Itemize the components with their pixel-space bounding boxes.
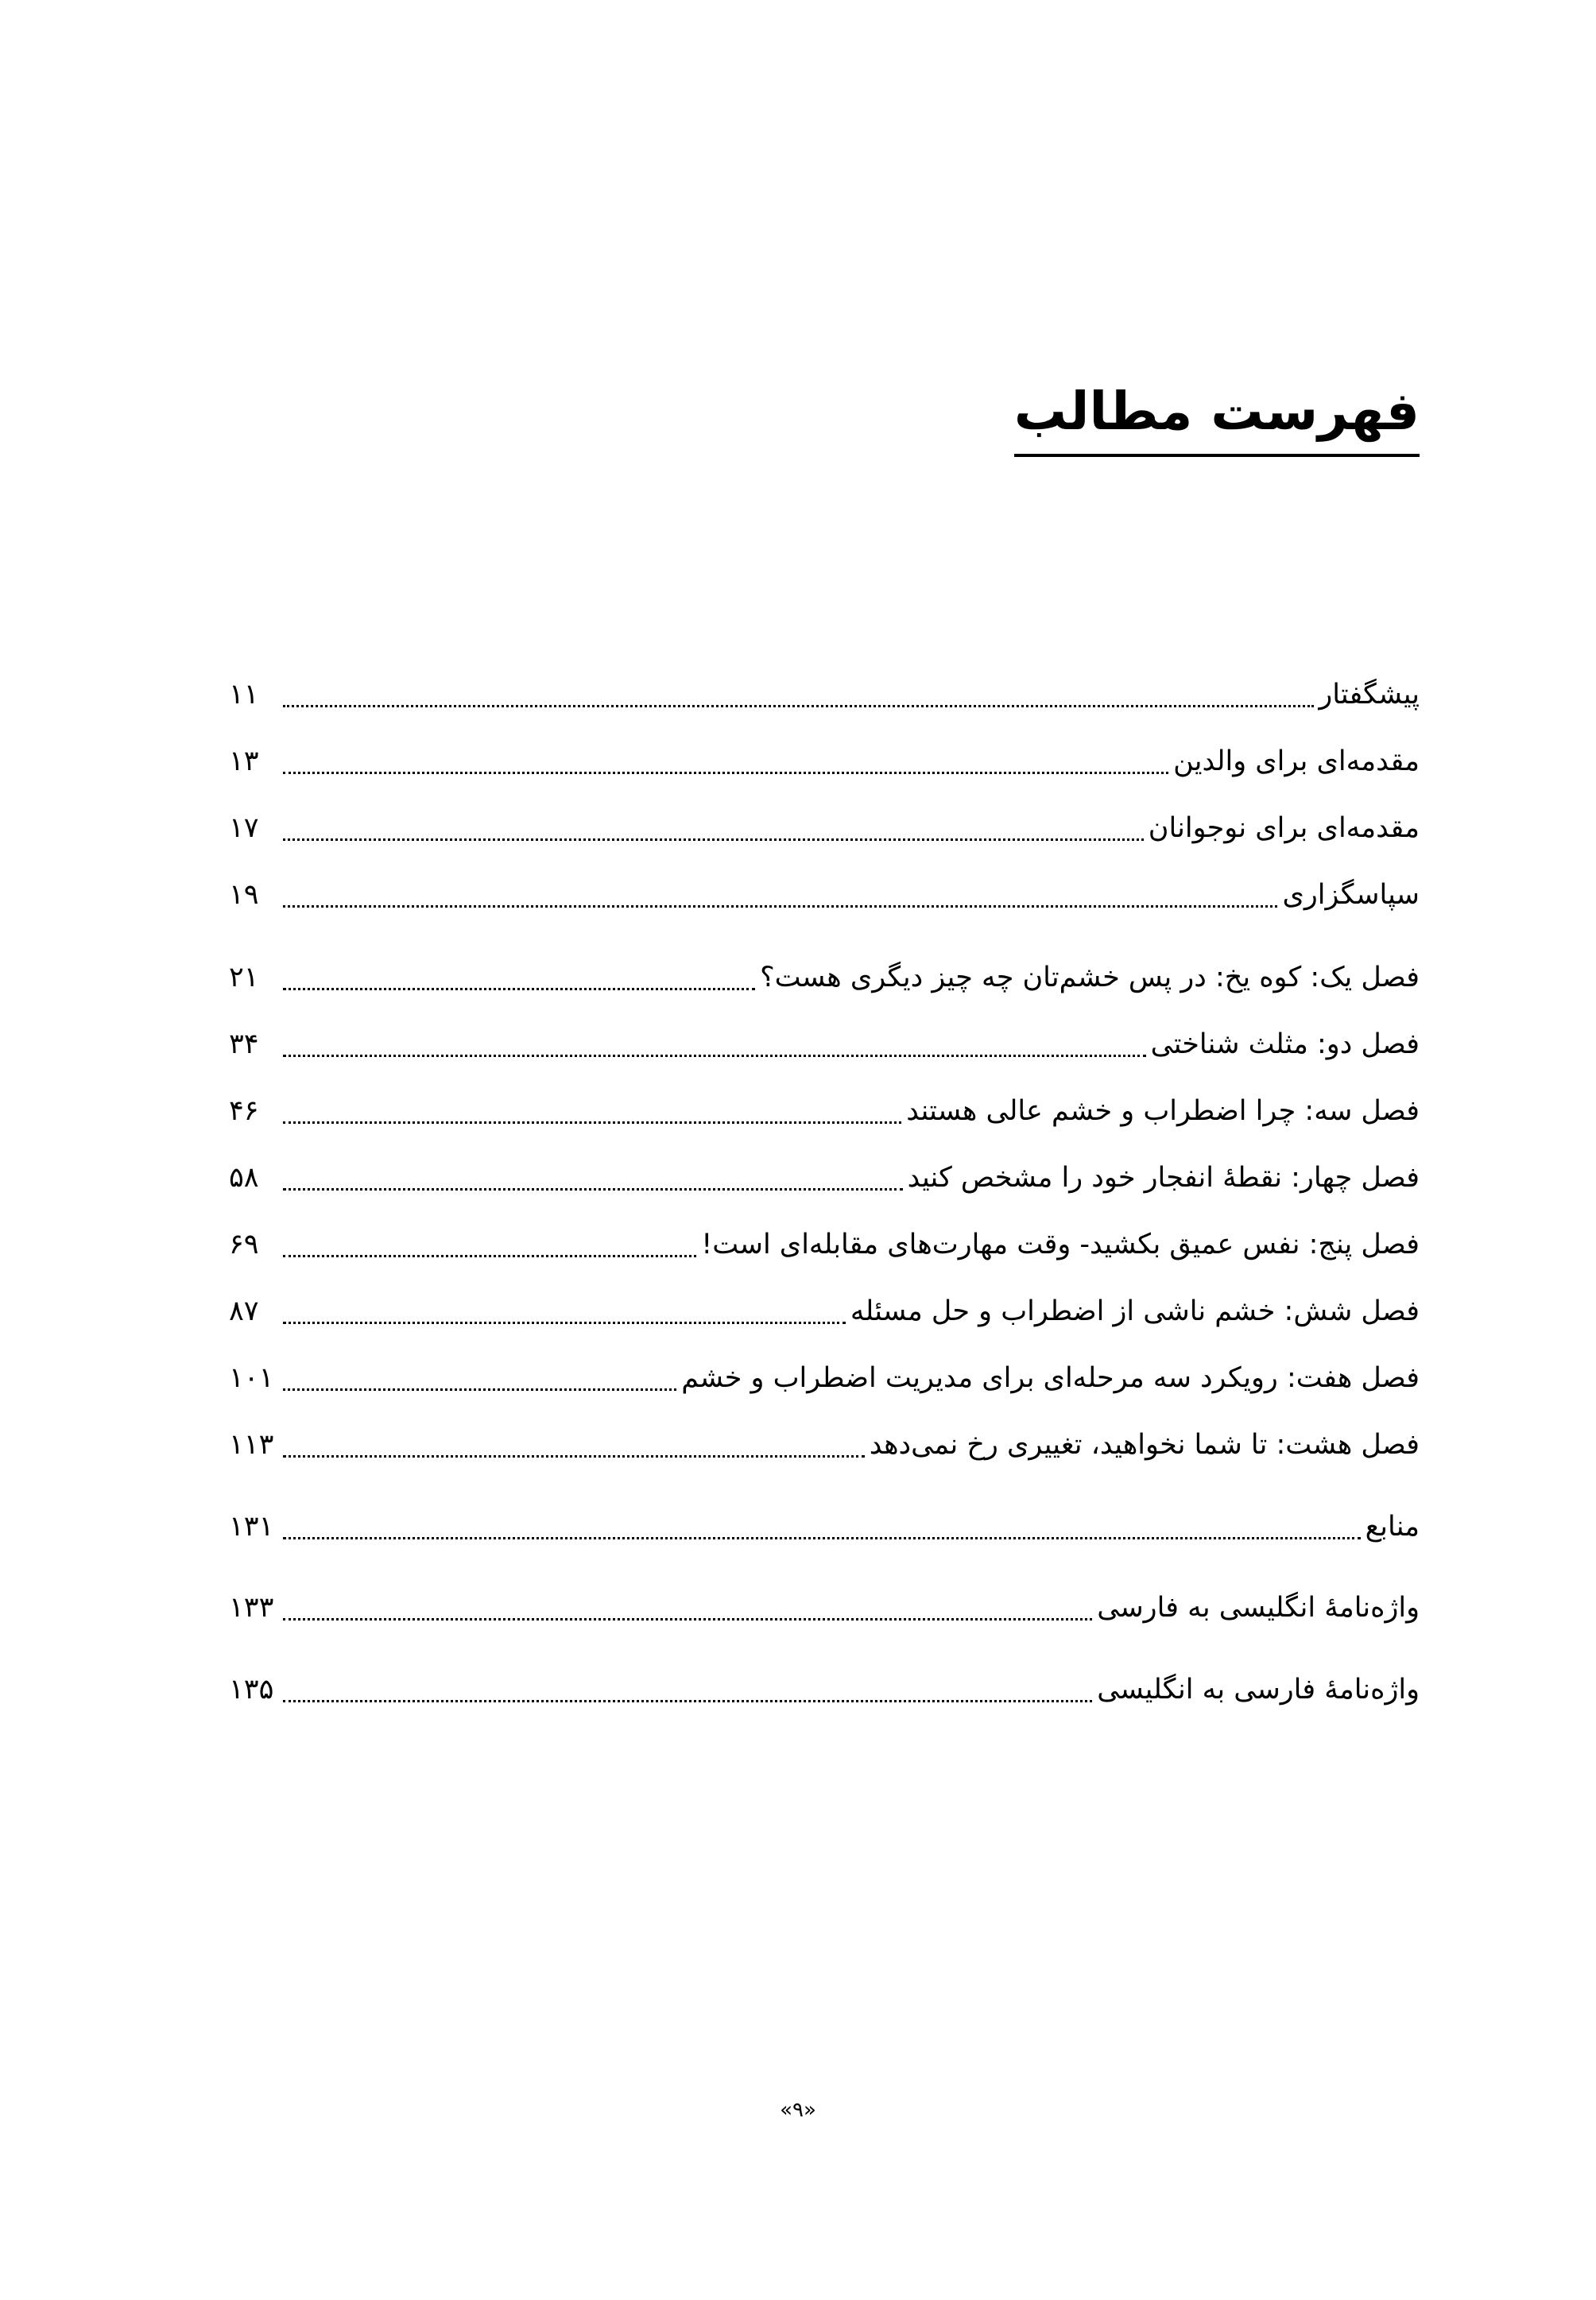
dot-leader [283, 1537, 1361, 1539]
dot-leader [283, 1322, 846, 1324]
toc-entry-page: ۴۶ [229, 1095, 259, 1127]
toc-entry-glossary-en-fa[interactable] [229, 1586, 1420, 1630]
toc-entry-label: مقدمه‌ای برای نوجوانان [1148, 812, 1420, 844]
toc-entry-chapter-6[interactable] [229, 1289, 1420, 1334]
dot-leader [283, 705, 1314, 707]
toc-entry-page: ۱۰۱ [229, 1362, 274, 1394]
dot-leader [283, 1121, 901, 1124]
toc-entry-label: فصل یک: کوه یخ: در پس خشم‌تان چه چیز دیگری هست؟ [760, 962, 1420, 993]
dot-leader [283, 1618, 1092, 1620]
page-title: فهرست مطالب [1014, 380, 1420, 457]
toc-entry-page: ۱۳ [229, 745, 259, 777]
toc-entry-label: فصل دو: مثلث شناختی [1150, 1028, 1420, 1060]
toc-entry-references[interactable] [229, 1504, 1420, 1549]
toc-entry-page: ۱۱۳ [229, 1429, 274, 1461]
toc-entry-page: ۱۷ [229, 812, 259, 844]
toc-entry-page: ۲۱ [229, 962, 259, 993]
toc-entry-page: ۸۷ [229, 1295, 259, 1327]
dot-leader [283, 905, 1277, 908]
dot-leader [283, 1055, 1146, 1057]
dot-leader [283, 1388, 676, 1391]
toc-entry-chapter-1[interactable] [229, 955, 1420, 1000]
dot-leader [283, 1455, 865, 1458]
table-of-contents [229, 0, 1420, 2300]
toc-entry-chapter-7[interactable] [229, 1356, 1420, 1400]
toc-entry-page: ۱۳۳ [229, 1592, 274, 1624]
toc-entry-intro-teens[interactable] [229, 806, 1420, 850]
toc-entry-chapter-4[interactable] [229, 1156, 1420, 1200]
toc-entry-page: ۶۹ [229, 1229, 259, 1260]
toc-entry-chapter-3[interactable] [229, 1089, 1420, 1133]
toc-entry-label: فصل سه: چرا اضطراب و خشم عالی هستند [906, 1095, 1420, 1127]
toc-entry-label: واژه‌نامهٔ فارسی به انگلیسی [1097, 1674, 1420, 1706]
toc-entry-label: فصل پنج: نفس عمیق بکشید- وقت مهارت‌های مقابله‌ای است! [701, 1229, 1420, 1260]
toc-entry-glossary-fa-en[interactable] [229, 1667, 1420, 1712]
toc-entry-chapter-2[interactable] [229, 1022, 1420, 1067]
toc-entry-label: سپاسگزاری [1282, 879, 1420, 911]
toc-entry-label: واژه‌نامهٔ انگلیسی به فارسی [1097, 1592, 1420, 1624]
dot-leader [283, 1255, 696, 1257]
dot-leader [283, 988, 755, 990]
toc-entry-page: ۵۸ [229, 1162, 259, 1194]
toc-entry-page: ۱۱ [229, 679, 259, 711]
toc-entry-page: ۱۹ [229, 879, 259, 911]
toc-entry-label: منابع [1365, 1511, 1420, 1543]
toc-entry-acknowledgments[interactable] [229, 873, 1420, 917]
toc-entry-label: پیشگفتار [1319, 679, 1420, 711]
toc-entry-foreword[interactable] [229, 672, 1420, 717]
dot-leader [283, 1700, 1092, 1702]
dot-leader [283, 838, 1144, 841]
dot-leader [283, 772, 1168, 774]
page-number: «۹» [780, 2098, 816, 2122]
toc-entry-chapter-8[interactable] [229, 1423, 1420, 1467]
toc-entry-page: ۱۳۵ [229, 1674, 274, 1706]
toc-entry-label: فصل چهار: نقطهٔ انفجار خود را مشخص کنید [907, 1162, 1420, 1194]
toc-entry-label: فصل هشت: تا شما نخواهید، تغییری رخ نمی‌دهد [869, 1429, 1420, 1461]
toc-entry-label: مقدمه‌ای برای والدین [1173, 745, 1420, 777]
toc-entry-label: فصل هفت: رویکرد سه مرحله‌ای برای مدیریت اضطراب و خشم [681, 1362, 1420, 1394]
toc-entry-intro-parents[interactable] [229, 739, 1420, 784]
toc-entry-page: ۳۴ [229, 1028, 259, 1060]
toc-entry-page: ۱۳۱ [229, 1511, 274, 1543]
toc-entry-chapter-5[interactable] [229, 1222, 1420, 1267]
toc-entry-label: فصل شش: خشم ناشی از اضطراب و حل مسئله [850, 1295, 1420, 1327]
dot-leader [283, 1188, 903, 1191]
